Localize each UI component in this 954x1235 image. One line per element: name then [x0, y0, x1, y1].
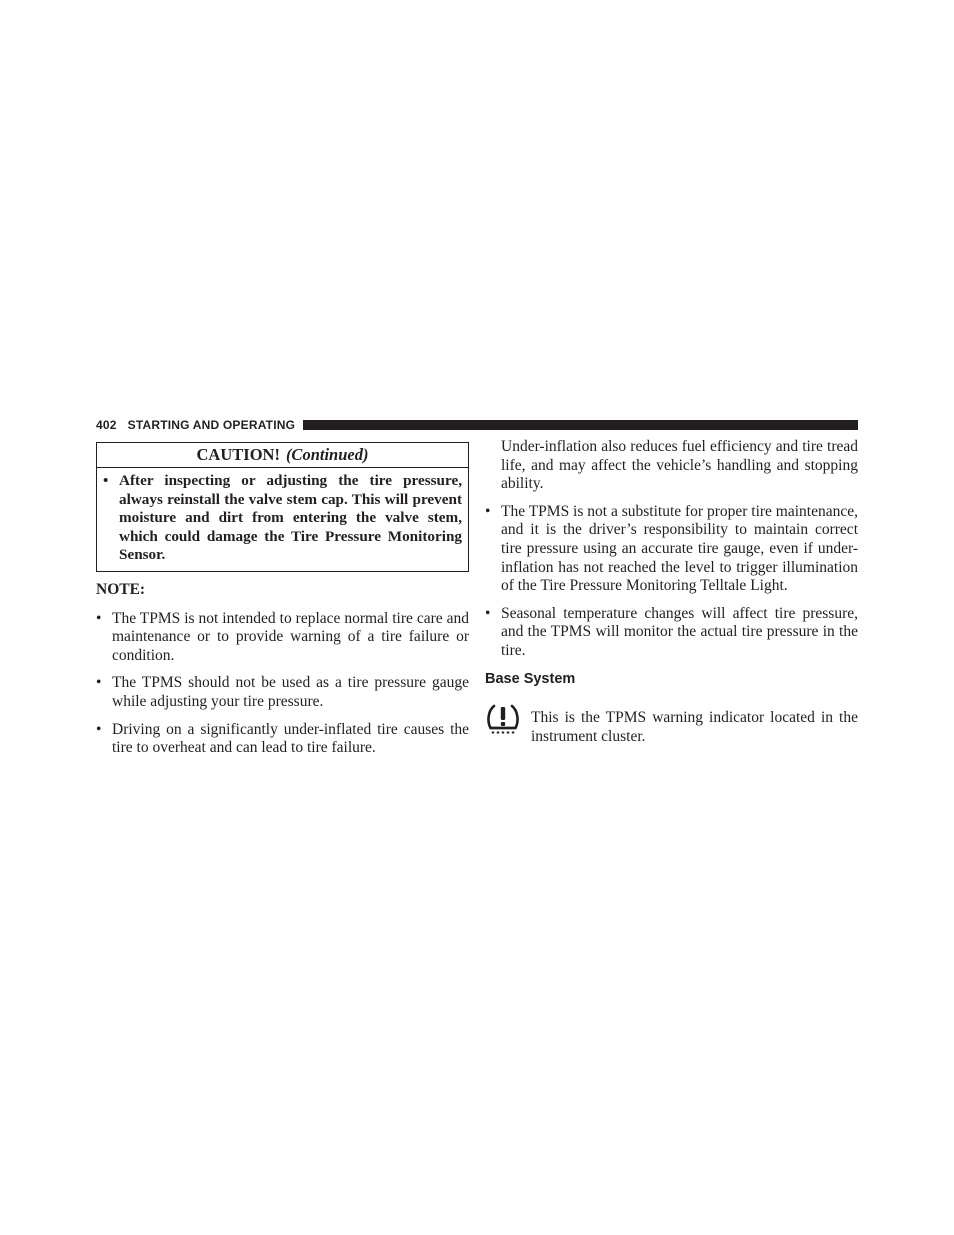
caution-continued: (Continued) [285, 445, 369, 464]
note-item [96, 721, 469, 758]
note-item-text: The TPMS should not be used as a tire pressure gauge while adjusting your tire pressure. [112, 674, 469, 710]
note-item [96, 610, 469, 666]
bullet: • [485, 604, 491, 622]
caution-box [96, 442, 469, 572]
caution-body [97, 468, 468, 571]
note-item [485, 503, 858, 596]
left-column [96, 438, 469, 767]
caution-item [103, 472, 462, 565]
subheading-base-system: Base System [485, 670, 576, 687]
caution-item-text: After inspecting or adjusting the tire pressure, always reinstall the valve stem cap. This will prevent moisture and dirt from entering the valve stem, which could damage the Tire Pressure Monitoring Sensor. [119, 472, 462, 564]
bullet: • [96, 674, 102, 692]
right-column [485, 438, 858, 746]
bullet: • [96, 720, 102, 738]
tpms-indicator-row [485, 702, 858, 746]
note-item-text: The TPMS is not a substitute for proper tire maintenance, and it is the driver’s responsibility to maintain correct tire pressure using an accurate tire gauge, even if under-inflation has not reached the level to trigger illumination of the Tire Pressure Monitoring Telltale Light. [501, 502, 858, 595]
note-item [96, 674, 469, 711]
right-list [485, 503, 858, 661]
page-number: 402 [96, 418, 117, 432]
note-list [96, 610, 469, 758]
note-item [485, 605, 858, 661]
note-item-text: The TPMS is not intended to replace normal tire care and maintenance or to provide warning of a tire failure or condition. [112, 609, 469, 664]
note-item-text: Seasonal temperature changes will affect tire pressure, and the TPMS will monitor the actual tire pressure in the tire. [501, 604, 858, 659]
note-item-text: Driving on a significantly under-inflated tire causes the tire to overheat and can lead to tire failure. [112, 720, 469, 757]
page-header [96, 417, 858, 433]
tpms-warning-icon [485, 702, 521, 736]
section-title: STARTING AND OPERATING [127, 418, 296, 432]
continued-paragraph: Under-inflation also reduces fuel efficiency and tire tread life, and may affect the vehicle’s handling and stopping ability. [501, 438, 858, 493]
caution-title: CAUTION! [196, 445, 280, 464]
note-label: NOTE: [96, 580, 146, 598]
bullet: • [96, 609, 102, 627]
tpms-indicator-text: This is the TPMS warning indicator located in the instrument cluster. [531, 709, 858, 745]
bullet: • [485, 502, 491, 520]
caution-heading [97, 443, 468, 468]
header-rule [303, 420, 858, 430]
bullet: • [103, 472, 109, 489]
